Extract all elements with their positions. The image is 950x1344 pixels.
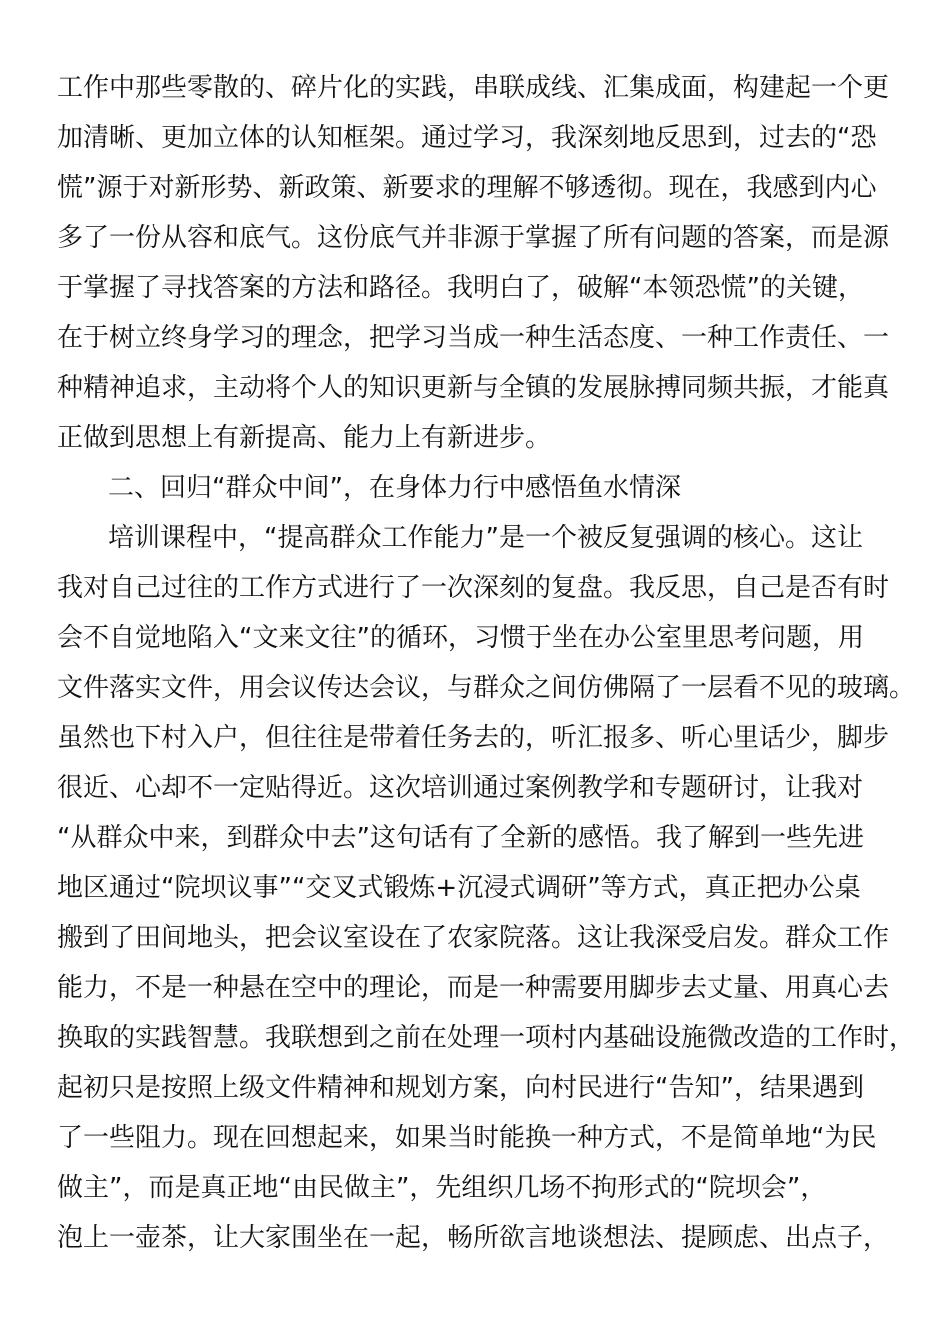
section-heading: 二、回归“群众中间”，在身体力行中感悟鱼水情深 bbox=[108, 473, 681, 503]
paragraph-line: 我对自己过往的工作方式进行了一次深刻的复盘。我反思，自己是否有时 bbox=[57, 573, 890, 603]
paragraph-line: 培训课程中，“提高群众工作能力”是一个被反复强调的核心。这让 bbox=[108, 523, 863, 553]
paragraph-line: 做主”，而是真正地“由民做主”，先组织几场不拘形式的“院坝会”， bbox=[57, 1173, 827, 1203]
paragraph-line: 泡上一壶茶，让大家围坐在一起，畅所欲言地谈想法、提顾虑、出点子， bbox=[57, 1223, 890, 1253]
paragraph-line: 工作中那些零散的、碎片化的实践，串联成线、汇集成面，构建起一个更 bbox=[57, 73, 890, 103]
paragraph-line: 换取的实践智慧。我联想到之前在处理一项村内基础设施微改造的工作时， bbox=[57, 1023, 916, 1053]
paragraph-line: 起初只是按照上级文件精神和规划方案，向村民进行“告知”，结果遇到 bbox=[57, 1073, 864, 1103]
paragraph-line: 加清晰、更加立体的认知框架。通过学习，我深刻地反思到，过去的“恐 bbox=[57, 123, 877, 153]
paragraph-line: 会不自觉地陷入“文来文往”的循环，习惯于坐在办公室里思考问题，用 bbox=[57, 623, 864, 653]
paragraph-line: 虽然也下村入户，但往往是带着任务去的，听汇报多、听心里话少，脚步 bbox=[57, 723, 890, 753]
paragraph-line: 于掌握了寻找答案的方法和路径。我明白了，破解“本领恐慌”的关键， bbox=[57, 273, 864, 303]
paragraph-line: 能力，不是一种悬在空中的理论，而是一种需要用脚步去丈量、用真心去 bbox=[57, 973, 890, 1003]
paragraph-line: 了一些阻力。现在回想起来，如果当时能换一种方式，不是简单地“为民 bbox=[57, 1123, 877, 1153]
paragraph-line: 慌”源于对新形势、新政策、新要求的理解不够透彻。现在，我感到内心 bbox=[57, 173, 877, 203]
paragraph-line: “从群众中来，到群众中去”这句话有了全新的感悟。我了解到一些先进 bbox=[57, 823, 864, 853]
paragraph-line: 种精神追求，主动将个人的知识更新与全镇的发展脉搏同频共振，才能真 bbox=[57, 373, 890, 403]
paragraph-line: 搬到了田间地头，把会议室设在了农家院落。这让我深受启发。群众工作 bbox=[57, 923, 890, 953]
paragraph-line: 多了一份从容和底气。这份底气并非源于掌握了所有问题的答案，而是源 bbox=[57, 223, 890, 253]
paragraph-line: 地区通过“院坝议事”“交叉式锻炼+沉浸式调研”等方式，真正把办公桌 bbox=[57, 873, 861, 903]
paragraph-line: 很近、心却不一定贴得近。这次培训通过案例教学和专题研讨，让我对 bbox=[57, 773, 864, 803]
paragraph-line: 正做到思想上有新提高、能力上有新进步。 bbox=[57, 423, 552, 453]
paragraph-line: 文件落实文件，用会议传达会议，与群众之间仿佛隔了一层看不见的玻璃。 bbox=[57, 673, 916, 703]
paragraph-line: 在于树立终身学习的理念，把学习当成一种生活态度、一种工作责任、一 bbox=[57, 323, 890, 353]
